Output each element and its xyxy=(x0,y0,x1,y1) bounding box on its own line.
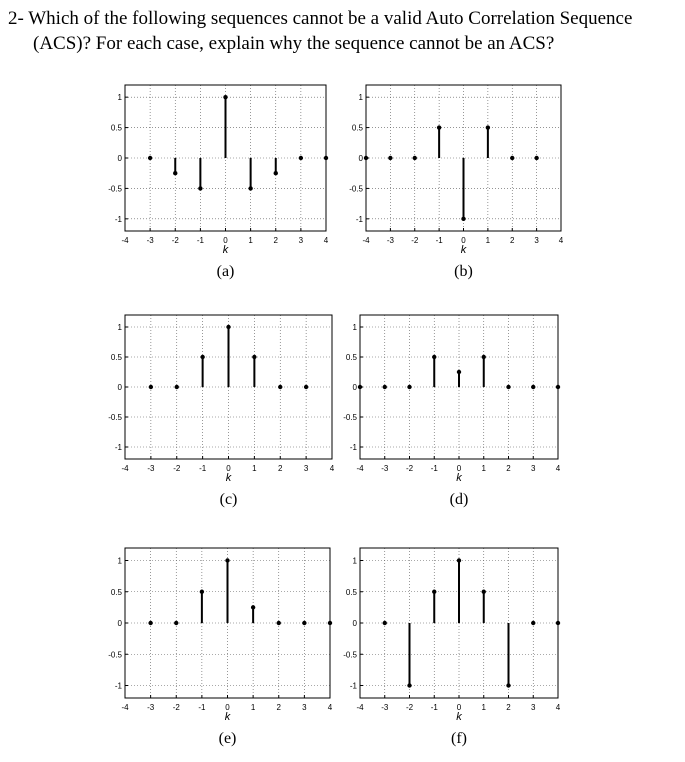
stem-marker xyxy=(556,385,560,389)
stem-marker xyxy=(364,156,368,160)
stem-marker xyxy=(457,370,461,374)
x-tick-label: -1 xyxy=(430,703,438,712)
stem-marker xyxy=(506,683,510,687)
plot-caption: (e) xyxy=(218,730,237,747)
x-tick-label: 3 xyxy=(298,236,304,245)
stem-marker xyxy=(388,156,392,160)
question-line-1: Which of the following sequences cannot be a valid Auto Correlation Sequence xyxy=(28,8,633,29)
x-tick-label: -4 xyxy=(121,236,129,245)
stem-marker xyxy=(225,558,229,562)
stem-marker xyxy=(432,355,436,359)
stem-marker xyxy=(437,125,441,129)
stem-marker xyxy=(324,156,328,160)
stem-marker xyxy=(148,621,152,625)
stem-marker xyxy=(413,156,417,160)
x-tick-label: -4 xyxy=(362,236,370,245)
stem-marker xyxy=(383,385,387,389)
x-tick-label: 1 xyxy=(481,464,486,473)
y-tick-label: 0.5 xyxy=(110,353,122,362)
stem-marker xyxy=(251,605,255,609)
stem-marker xyxy=(531,385,535,389)
x-tick-label: -2 xyxy=(405,703,414,712)
x-tick-label: -3 xyxy=(147,703,155,712)
x-axis-label: k xyxy=(456,711,462,723)
x-tick-label: -3 xyxy=(146,236,154,245)
stem-marker xyxy=(531,621,535,625)
x-axis-label: k xyxy=(460,244,467,256)
x-tick-label: 2 xyxy=(506,703,511,712)
x-axis-label: k xyxy=(456,472,462,484)
y-tick-label: 0 xyxy=(117,619,122,628)
x-tick-label: 0 xyxy=(456,464,462,473)
x-tick-label: -1 xyxy=(198,703,206,712)
y-tick-label: -1 xyxy=(114,681,122,691)
stem-marker xyxy=(174,621,178,625)
y-tick-label: 1 xyxy=(358,93,363,103)
x-tick-label: 2 xyxy=(510,236,515,245)
plot-caption: (c) xyxy=(219,491,238,508)
y-tick-label: -0.5 xyxy=(108,650,122,660)
stem-marker xyxy=(358,385,362,389)
stem-marker xyxy=(252,355,256,359)
x-axis-label: k xyxy=(225,472,232,484)
y-tick-label: 0.5 xyxy=(345,587,357,597)
y-tick-label: 1 xyxy=(117,556,122,566)
x-tick-label: 1 xyxy=(250,703,256,712)
stem-marker xyxy=(304,385,308,389)
stem-marker xyxy=(482,355,486,359)
x-tick-label: -4 xyxy=(356,703,364,712)
x-tick-label: -2 xyxy=(405,464,414,473)
x-tick-label: -4 xyxy=(121,464,129,473)
x-tick-label: 0 xyxy=(225,703,230,712)
stem-marker xyxy=(461,217,465,221)
stem-marker xyxy=(226,325,230,329)
x-tick-label: 3 xyxy=(534,236,539,245)
x-tick-label: 0 xyxy=(226,464,231,473)
x-tick-label: 1 xyxy=(252,464,257,473)
x-tick-label: 3 xyxy=(302,703,307,712)
stem-marker xyxy=(556,621,560,625)
stem-marker xyxy=(149,385,153,389)
stem-plot-b xyxy=(349,85,564,280)
y-tick-label: 0 xyxy=(117,383,122,392)
x-tick-label: -4 xyxy=(356,464,364,473)
stem-marker xyxy=(534,156,538,160)
x-tick-label: 2 xyxy=(273,236,278,245)
x-tick-label: -1 xyxy=(196,236,204,245)
stem-marker xyxy=(299,156,303,160)
y-tick-label: 1 xyxy=(117,323,122,332)
stem-marker xyxy=(278,385,282,389)
stem-marker xyxy=(200,590,204,594)
stem-marker xyxy=(198,186,202,190)
y-tick-label: 1 xyxy=(352,323,357,332)
x-tick-label: 1 xyxy=(485,236,491,245)
x-tick-label: -3 xyxy=(386,236,394,245)
y-tick-label: -0.5 xyxy=(108,413,122,422)
plot-caption: (f) xyxy=(451,730,467,747)
y-tick-label: 0 xyxy=(117,154,122,163)
x-tick-label: 0 xyxy=(456,703,462,712)
stem-marker xyxy=(457,558,461,562)
x-tick-label: -2 xyxy=(173,464,181,473)
stem-marker xyxy=(248,186,252,190)
stem-plot-a xyxy=(108,85,329,280)
x-tick-label: 0 xyxy=(461,236,466,245)
y-tick-label: -1 xyxy=(114,214,122,224)
x-tick-label: 4 xyxy=(555,464,561,473)
x-tick-label: 2 xyxy=(506,464,511,473)
x-tick-label: 3 xyxy=(531,464,536,473)
y-tick-label: -1 xyxy=(114,443,122,452)
stem-marker xyxy=(148,156,152,160)
plot-caption: (a) xyxy=(216,263,235,280)
x-tick-label: -2 xyxy=(172,703,180,712)
y-tick-label: -1 xyxy=(355,214,363,224)
x-tick-label: 1 xyxy=(481,703,486,712)
x-tick-label: -1 xyxy=(199,464,207,473)
y-tick-label: 0.5 xyxy=(110,123,122,133)
stem-marker xyxy=(302,621,306,625)
y-tick-label: -1 xyxy=(349,443,357,452)
stem-marker xyxy=(175,385,179,389)
stem-marker xyxy=(506,385,510,389)
x-tick-label: 1 xyxy=(248,236,253,245)
stem-marker xyxy=(486,125,490,129)
x-tick-label: -3 xyxy=(381,464,389,473)
stem-marker xyxy=(482,590,486,594)
stem-marker xyxy=(274,171,278,175)
stem-marker xyxy=(407,683,411,687)
plot-caption: (d) xyxy=(449,491,469,508)
stem-plot-c xyxy=(108,315,335,508)
stem-marker xyxy=(277,621,281,625)
y-tick-label: 1 xyxy=(117,93,122,103)
stem-marker xyxy=(173,171,177,175)
x-tick-label: 3 xyxy=(531,703,536,712)
stem-marker xyxy=(328,621,332,625)
x-tick-label: 4 xyxy=(323,236,329,245)
y-tick-label: 1 xyxy=(352,556,357,566)
x-tick-label: 4 xyxy=(327,703,333,712)
y-tick-label: 0 xyxy=(352,383,357,392)
x-axis-label: k xyxy=(224,711,231,723)
y-tick-label: 0 xyxy=(358,154,363,163)
x-tick-label: -1 xyxy=(430,464,438,473)
y-tick-label: -0.5 xyxy=(349,184,363,194)
question-line-2: (ACS)? For each case, explain why the sequence cannot be an ACS? xyxy=(33,33,555,54)
y-tick-label: 0 xyxy=(352,619,357,628)
y-tick-label: -0.5 xyxy=(343,650,357,660)
y-tick-label: -1 xyxy=(349,681,357,691)
stem-marker xyxy=(510,156,514,160)
stem-marker xyxy=(407,385,411,389)
y-tick-label: 0.5 xyxy=(351,123,363,133)
x-axis-label: k xyxy=(222,244,229,256)
x-tick-label: -3 xyxy=(147,464,155,473)
stem-marker xyxy=(223,95,227,99)
x-tick-label: 4 xyxy=(555,703,561,712)
x-tick-label: 2 xyxy=(276,703,281,712)
plot-caption: (b) xyxy=(454,263,473,280)
stem-plot-e xyxy=(108,548,333,747)
x-tick-label: 2 xyxy=(278,464,283,473)
y-tick-label: -0.5 xyxy=(343,413,357,422)
x-tick-label: 4 xyxy=(329,464,335,473)
x-tick-label: -3 xyxy=(381,703,389,712)
question-number: 2- xyxy=(8,8,24,29)
stem-marker xyxy=(383,621,387,625)
x-tick-label: -2 xyxy=(411,236,419,245)
x-tick-label: 4 xyxy=(558,236,564,245)
y-tick-label: 0.5 xyxy=(110,587,122,597)
stem-marker xyxy=(432,590,436,594)
y-tick-label: 0.5 xyxy=(345,353,357,362)
y-tick-label: -0.5 xyxy=(108,184,122,194)
x-tick-label: -2 xyxy=(171,236,179,245)
x-tick-label: -4 xyxy=(121,703,129,712)
stem-plot-d xyxy=(343,315,561,508)
x-tick-label: 0 xyxy=(223,236,228,245)
stem-plot-f xyxy=(343,548,561,747)
stem-marker xyxy=(200,355,204,359)
x-tick-label: 3 xyxy=(303,464,309,473)
x-tick-label: -1 xyxy=(435,236,443,245)
